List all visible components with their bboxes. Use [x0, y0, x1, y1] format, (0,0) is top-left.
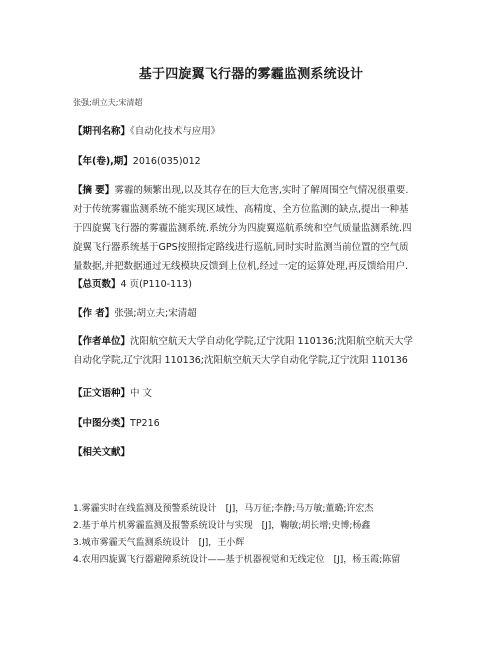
clc-field	[73, 414, 433, 433]
year-value: 2016(035)012	[132, 156, 201, 167]
related-label: 【相关文献】	[73, 447, 131, 458]
pages-label: 【总页数】	[73, 279, 121, 290]
abstract-line: 对于传统雾霾监测系统不能实现区域性、高精度、全方位监测的缺点,提出一种基	[73, 204, 409, 215]
language-field	[73, 384, 433, 403]
clc-value: TP216	[130, 418, 160, 429]
abstract-line: 雾霾的频繁出现,以及其存在的巨大危害,实时了解周围空气情况很重要.	[114, 185, 409, 196]
authors-field	[73, 304, 433, 323]
clc-label: 【中图分类】	[73, 418, 131, 429]
pages-value: 4 页(P110-113)	[120, 279, 192, 290]
language-label: 【正文语种】	[73, 388, 131, 399]
abstract-line: 量数据,并把数据通过无线模块反馈到上位机,经过一定的运算处理,再反馈给用户.	[73, 261, 409, 272]
reference-item[interactable]: 1.雾霾实时在线监测及预警系统设计 [J]，马万征;李静;马万敏;董璐;许宏杰	[73, 504, 374, 514]
document-title: 基于四旋翼飞行器的雾霾监测系统设计	[138, 67, 364, 82]
year-label: 【年(卷),期】	[73, 156, 133, 167]
reference-item[interactable]: 2.基于单片机雾霾监测及报警系统设计与实现 [J]，鞠敏;胡长增;史博;杨鑫	[73, 521, 371, 531]
journal-field	[73, 122, 433, 141]
reference-item[interactable]: 4.农用四旋翼飞行器避障系统设计——基于机器视觉和无线定位 [J]，杨玉霞;陈留	[73, 555, 401, 565]
journal-label: 【期刊名称】	[73, 126, 131, 137]
authors-label: 【作 者】	[73, 308, 115, 319]
affiliation-label: 【作者单位】	[73, 336, 131, 347]
language-value: 中 文	[130, 388, 153, 399]
reference-list	[73, 501, 433, 569]
affiliation-line: 自动化学院,辽宁沈阳 110136;沈阳航空航天大学自动化学院,辽宁沈阳 110136	[73, 355, 408, 366]
abstract-line: 于四旋翼飞行器的雾霾监测系统.系统分为四旋翼巡航系统和空气质量监测系统.四	[73, 223, 412, 234]
abstract-line: 旋翼飞行器系统基于GPS按照指定路线进行巡航,同时实时监测当前位置的空气质	[73, 242, 409, 253]
abstract-field	[73, 181, 433, 276]
journal-value: 《自动化技术与应用》	[130, 126, 221, 137]
related-heading	[73, 443, 433, 462]
year-field	[73, 152, 433, 171]
reference-item[interactable]: 3.城市雾霾天气监测系统设计 [J]，王小辉	[73, 538, 245, 548]
affiliation-line: 沈阳航空航天大学自动化学院,辽宁沈阳 110136;沈阳航空航天大学	[130, 336, 414, 347]
authors-value: 张强;胡立夫;宋清超	[114, 308, 197, 319]
abstract-label: 【摘 要】	[73, 185, 115, 196]
author-list: 张强;胡立夫;宋清超	[73, 98, 143, 107]
pages-field	[73, 275, 433, 294]
affiliation-field	[73, 332, 433, 370]
